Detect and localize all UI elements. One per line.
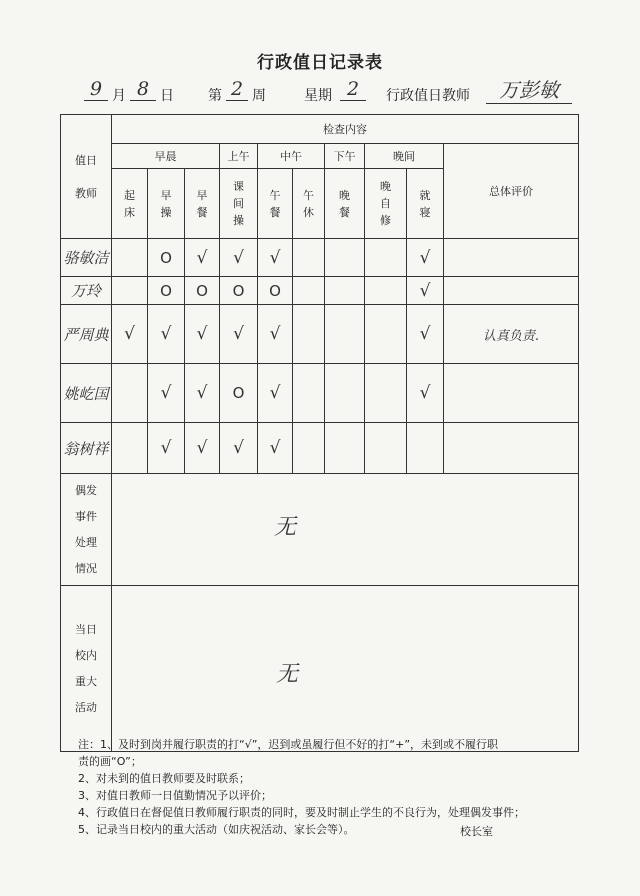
mark-cell: O (148, 277, 185, 305)
teacher-row (61, 239, 579, 277)
mark-cell: √ (407, 364, 444, 423)
mark-cell: O (148, 239, 185, 277)
day-label: 日 (160, 88, 174, 104)
column-header (112, 169, 148, 239)
check-content-header: 检查内容 (112, 115, 579, 144)
mark-cell: √ (185, 364, 220, 423)
teacher-name: 万彭敏 (486, 74, 572, 104)
column-header-char: 休 (303, 205, 314, 219)
mark-cell (293, 364, 325, 423)
column-header-char: 寝 (419, 205, 431, 219)
side-label-line: 偶发 (75, 483, 97, 497)
mark-cell (325, 305, 365, 364)
teacher-row (61, 277, 579, 305)
column-header (407, 169, 444, 239)
activity-value: 无 (275, 662, 298, 687)
column-header-char: 午 (269, 188, 281, 202)
mark-cell (112, 239, 148, 277)
mark-cell: O (220, 277, 258, 305)
column-header (258, 169, 293, 239)
side-label-line: 活动 (75, 700, 97, 714)
teacher-name-cell: 严周典 (61, 305, 112, 364)
note-line: 责的画“O”； (78, 755, 142, 768)
mark-cell: √ (407, 239, 444, 277)
month-label: 月 (112, 88, 126, 104)
mark-cell: √ (258, 305, 293, 364)
evaluation-cell (444, 364, 579, 423)
mark-cell (407, 423, 444, 474)
incident-label (61, 474, 112, 586)
activity-cell (112, 586, 579, 752)
mark-cell (325, 423, 365, 474)
note-line: 4、行政值日在督促值日教师履行职责的同时，要及时制止学生的不良行为，处理偶发事件； (78, 806, 525, 819)
teacher-row (61, 423, 579, 474)
column-header-char: 餐 (339, 205, 350, 219)
mark-cell (293, 239, 325, 277)
period-noon: 中午 (258, 144, 325, 169)
column-header (365, 169, 407, 239)
mark-cell: √ (220, 239, 258, 277)
column-header-char: 课 (233, 180, 244, 193)
teacher-label: 行政值日教师 (386, 88, 470, 104)
column-header-char: 操 (233, 214, 244, 227)
duty-table (60, 114, 579, 752)
note-line: 2、对未到的值日教师要及时联系； (78, 772, 250, 785)
mark-cell: √ (258, 239, 293, 277)
column-header-char: 起 (124, 188, 135, 202)
office-label: 校长室 (460, 825, 493, 838)
mark-cell (365, 364, 407, 423)
teacher-row (61, 364, 579, 423)
period-am: 上午 (220, 144, 258, 169)
mark-cell (293, 305, 325, 364)
week-value: 2 (226, 78, 248, 101)
evaluation-cell (444, 277, 579, 305)
day-value: 8 (130, 78, 156, 101)
teacher-name-cell: 万玲 (61, 277, 112, 305)
column-header-char: 就 (419, 188, 431, 202)
mark-cell: √ (258, 423, 293, 474)
period-pm: 下午 (325, 144, 365, 169)
teacher-name-cell: 翁树祥 (61, 423, 112, 474)
column-header-char: 早 (160, 188, 172, 202)
period-evening: 晚间 (365, 144, 444, 169)
week-suffix: 周 (252, 88, 266, 104)
column-header (148, 169, 185, 239)
column-header (325, 169, 365, 239)
column-header (293, 169, 325, 239)
weekday-value: 2 (340, 78, 366, 101)
column-header-char: 餐 (269, 205, 281, 219)
overall-eval-header: 总体评价 (444, 144, 579, 239)
mark-cell (325, 277, 365, 305)
mark-cell: √ (148, 364, 185, 423)
mark-cell (293, 423, 325, 474)
column-header-char: 操 (160, 205, 172, 219)
mark-cell (365, 277, 407, 305)
mark-cell (112, 277, 148, 305)
mark-cell: √ (407, 277, 444, 305)
mark-cell: √ (220, 305, 258, 364)
mark-cell: √ (148, 305, 185, 364)
page-title: 行政值日记录表 (257, 53, 383, 73)
mark-cell: √ (258, 364, 293, 423)
column-header (220, 169, 258, 239)
mark-cell: √ (220, 423, 258, 474)
column-header-char: 餐 (196, 205, 208, 219)
evaluation-cell: 认真负责. (444, 305, 579, 364)
evaluation-cell (444, 239, 579, 277)
mark-cell: O (220, 364, 258, 423)
column-header-char: 修 (380, 214, 391, 227)
mark-cell (325, 239, 365, 277)
mark-cell (365, 423, 407, 474)
column-header (185, 169, 220, 239)
mark-cell (112, 364, 148, 423)
side-label-line: 重大 (75, 674, 97, 688)
column-header-char: 晚 (380, 180, 391, 193)
teacher-name-cell: 骆敏洁 (61, 239, 112, 277)
side-label-line: 情况 (75, 561, 97, 575)
evaluation-cell (444, 423, 579, 474)
duty-teacher-header (61, 115, 112, 239)
column-header-char: 床 (124, 205, 135, 219)
column-header-char: 自 (380, 197, 391, 210)
mark-cell (325, 364, 365, 423)
mark-cell (365, 305, 407, 364)
note-line: 5、记录当日校内的重大活动（如庆祝活动、家长会等）。 (78, 823, 355, 836)
notes (78, 736, 588, 838)
mark-cell: O (185, 277, 220, 305)
duty-teacher-header-line: 教师 (75, 186, 97, 200)
period-morning: 早晨 (112, 144, 220, 169)
mark-cell: √ (185, 423, 220, 474)
column-header-char: 晚 (339, 188, 350, 202)
side-label-line: 事件 (75, 509, 97, 523)
note-line: 注：1、及时到岗并履行职责的打“√”，迟到或虽履行但不好的打“+”，未到或不履行职 (78, 738, 499, 751)
mark-cell: √ (185, 305, 220, 364)
mark-cell: √ (185, 239, 220, 277)
mark-cell (293, 277, 325, 305)
column-header-char: 间 (233, 197, 244, 210)
mark-cell: √ (148, 423, 185, 474)
teacher-row (61, 305, 579, 364)
month-value: 9 (84, 78, 108, 101)
weekday-label: 星期 (304, 88, 332, 104)
mark-cell: √ (112, 305, 148, 364)
activity-label (61, 586, 112, 752)
mark-cell (112, 423, 148, 474)
note-line: 3、对值日教师一日值勤情况予以评价； (78, 789, 272, 802)
week-prefix: 第 (208, 88, 222, 104)
duty-teacher-header-line: 值日 (75, 153, 97, 167)
column-header-char: 早 (196, 188, 208, 202)
mark-cell: O (258, 277, 293, 305)
incident-cell (112, 474, 579, 586)
mark-cell (365, 239, 407, 277)
incident-value: 无 (273, 515, 296, 540)
side-label-line: 处理 (75, 535, 97, 549)
teacher-name-cell: 姚屹国 (61, 364, 112, 423)
side-label-line: 当日 (75, 622, 97, 636)
column-header-char: 午 (303, 188, 314, 202)
mark-cell: √ (407, 305, 444, 364)
header-line (78, 78, 578, 108)
side-label-line: 校内 (75, 648, 97, 662)
